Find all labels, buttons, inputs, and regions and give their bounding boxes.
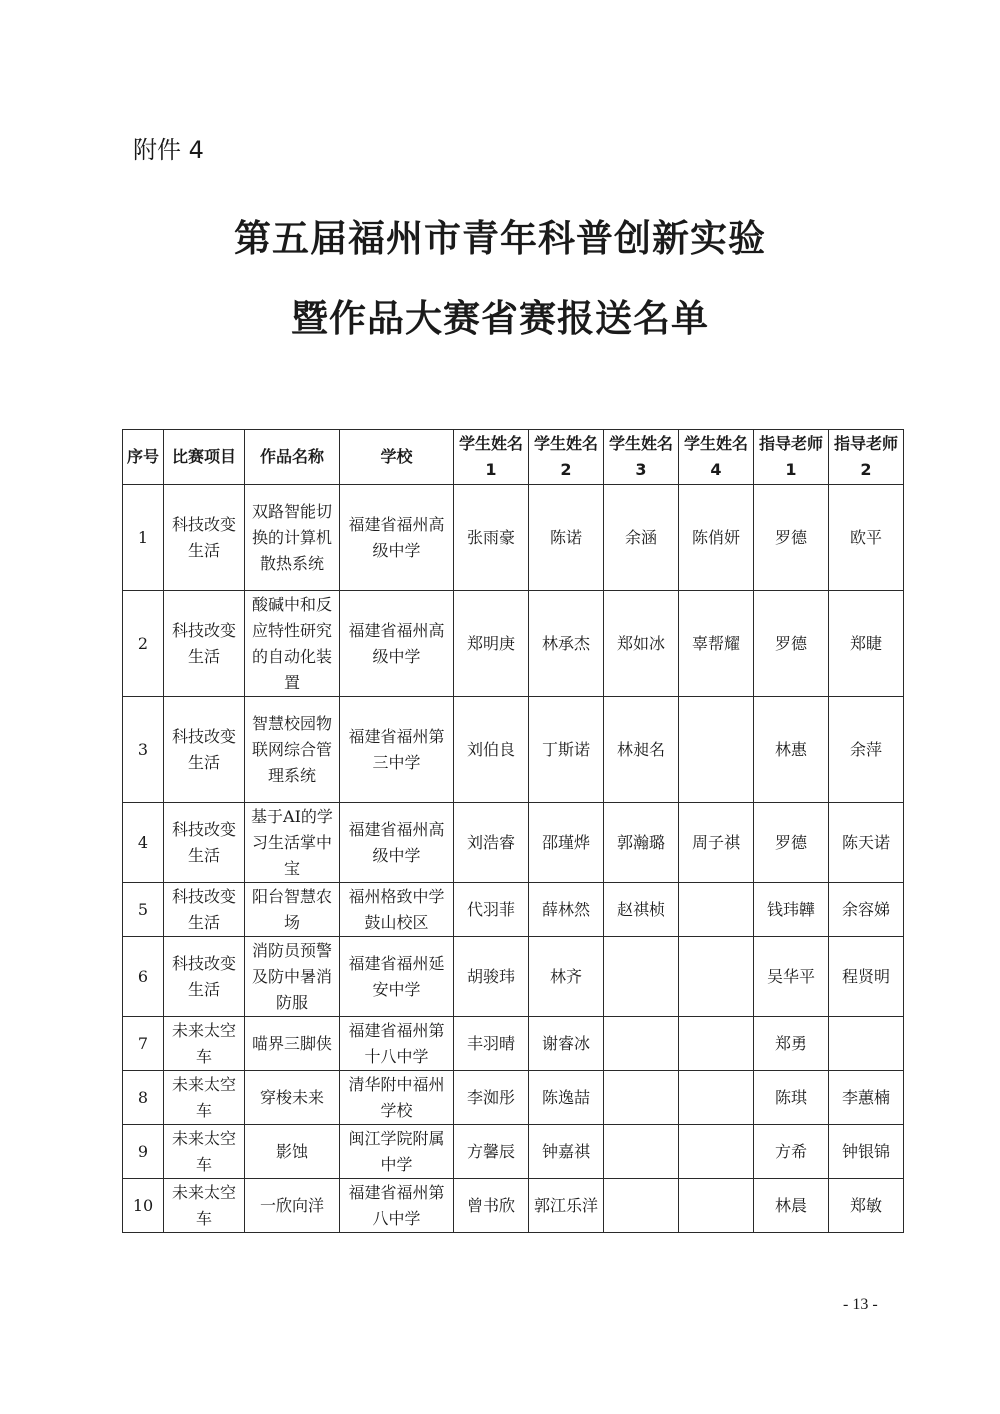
cell-category: 科技改变生活 (164, 485, 245, 591)
cell-work-name: 喵界三脚侠 (245, 1017, 340, 1071)
cell-student-3 (604, 937, 679, 1017)
cell-category: 科技改变生活 (164, 591, 245, 697)
table-row (123, 937, 904, 1017)
cell-work-name: 酸碱中和反应特性研究的自动化装置 (245, 591, 340, 697)
cell-work-name: 双路智能切换的计算机散热系统 (245, 485, 340, 591)
cell-student-1: 张雨豪 (454, 485, 529, 591)
cell-student-1: 方馨辰 (454, 1125, 529, 1179)
attachment-label: 附件 4 (133, 136, 204, 164)
cell-student-3 (604, 1017, 679, 1071)
document-title-line-2: 暨作品大赛省赛报送名单 (291, 297, 709, 340)
cell-category: 科技改变生活 (164, 697, 245, 803)
cell-student-4 (679, 883, 754, 937)
cell-student-3: 赵祺桢 (604, 883, 679, 937)
cell-school: 福建省福州第三中学 (340, 697, 454, 803)
cell-student-3: 郭瀚璐 (604, 803, 679, 883)
cell-student-2: 陈诺 (529, 485, 604, 591)
header-teacher-2: 指导老师2 (829, 430, 904, 485)
cell-student-4 (679, 1017, 754, 1071)
cell-student-2: 钟嘉祺 (529, 1125, 604, 1179)
cell-student-1: 丰羽晴 (454, 1017, 529, 1071)
submission-list-table (122, 429, 904, 1233)
cell-student-4 (679, 697, 754, 803)
cell-student-4: 周子祺 (679, 803, 754, 883)
cell-teacher-2: 陈天诺 (829, 803, 904, 883)
cell-work-name: 消防员预警及防中暑消防服 (245, 937, 340, 1017)
cell-school: 福建省福州延安中学 (340, 937, 454, 1017)
cell-teacher-1: 吴华平 (754, 937, 829, 1017)
cell-teacher-1: 陈琪 (754, 1071, 829, 1125)
cell-student-2: 陈逸喆 (529, 1071, 604, 1125)
cell-index: 9 (123, 1125, 164, 1179)
cell-index: 1 (123, 485, 164, 591)
table-row (123, 591, 904, 697)
cell-work-name: 一欣向洋 (245, 1179, 340, 1233)
cell-teacher-1: 罗德 (754, 591, 829, 697)
cell-student-1: 刘浩睿 (454, 803, 529, 883)
cell-school: 福州格致中学鼓山校区 (340, 883, 454, 937)
cell-work-name: 智慧校园物联网综合管理系统 (245, 697, 340, 803)
cell-student-2: 林齐 (529, 937, 604, 1017)
cell-teacher-1: 林晨 (754, 1179, 829, 1233)
cell-category: 未来太空车 (164, 1179, 245, 1233)
cell-teacher-2: 余容娣 (829, 883, 904, 937)
cell-student-2: 谢睿冰 (529, 1017, 604, 1071)
header-index: 序号 (123, 430, 164, 485)
cell-teacher-1: 罗德 (754, 803, 829, 883)
cell-student-3 (604, 1125, 679, 1179)
cell-student-1: 曾书欣 (454, 1179, 529, 1233)
cell-student-4: 辜帮耀 (679, 591, 754, 697)
page-number: - 13 - (843, 1296, 878, 1313)
cell-school: 福建省福州第八中学 (340, 1179, 454, 1233)
cell-school: 闽江学院附属中学 (340, 1125, 454, 1179)
cell-index: 8 (123, 1071, 164, 1125)
cell-category: 未来太空车 (164, 1017, 245, 1071)
cell-school: 福建省福州高级中学 (340, 591, 454, 697)
cell-index: 4 (123, 803, 164, 883)
header-category: 比赛项目 (164, 430, 245, 485)
cell-work-name: 基于AI的学习生活掌中宝 (245, 803, 340, 883)
cell-student-1: 郑明庚 (454, 591, 529, 697)
header-student-3: 学生姓名3 (604, 430, 679, 485)
header-work-name: 作品名称 (245, 430, 340, 485)
cell-student-3: 郑如冰 (604, 591, 679, 697)
cell-student-1: 刘伯良 (454, 697, 529, 803)
cell-teacher-1: 钱玮韡 (754, 883, 829, 937)
header-school: 学校 (340, 430, 454, 485)
cell-teacher-2: 余萍 (829, 697, 904, 803)
cell-teacher-2: 郑敏 (829, 1179, 904, 1233)
cell-teacher-2: 郑睫 (829, 591, 904, 697)
cell-student-3: 余涵 (604, 485, 679, 591)
cell-student-3 (604, 1071, 679, 1125)
cell-student-2: 丁斯诺 (529, 697, 604, 803)
table-row (123, 883, 904, 937)
table-header-row (123, 430, 904, 485)
cell-work-name: 穿梭未来 (245, 1071, 340, 1125)
cell-category: 科技改变生活 (164, 937, 245, 1017)
table-row (123, 1179, 904, 1233)
cell-teacher-1: 罗德 (754, 485, 829, 591)
cell-student-1: 胡骏玮 (454, 937, 529, 1017)
cell-teacher-2 (829, 1017, 904, 1071)
header-student-1: 学生姓名1 (454, 430, 529, 485)
cell-student-3 (604, 1179, 679, 1233)
cell-work-name: 阳台智慧农场 (245, 883, 340, 937)
table-row (123, 697, 904, 803)
cell-student-1: 李洳彤 (454, 1071, 529, 1125)
cell-category: 科技改变生活 (164, 883, 245, 937)
cell-index: 6 (123, 937, 164, 1017)
cell-work-name: 影蚀 (245, 1125, 340, 1179)
cell-teacher-1: 林惠 (754, 697, 829, 803)
table-row (123, 485, 904, 591)
cell-category: 未来太空车 (164, 1125, 245, 1179)
cell-index: 5 (123, 883, 164, 937)
cell-teacher-2: 李蕙楠 (829, 1071, 904, 1125)
cell-student-3: 林昶名 (604, 697, 679, 803)
cell-student-4 (679, 1179, 754, 1233)
cell-teacher-1: 郑勇 (754, 1017, 829, 1071)
cell-teacher-2: 欧平 (829, 485, 904, 591)
cell-teacher-2: 钟银锦 (829, 1125, 904, 1179)
cell-student-2: 薛林然 (529, 883, 604, 937)
cell-index: 10 (123, 1179, 164, 1233)
table-row (123, 1071, 904, 1125)
cell-student-4 (679, 1071, 754, 1125)
header-student-2: 学生姓名2 (529, 430, 604, 485)
cell-school: 福建省福州第十八中学 (340, 1017, 454, 1071)
cell-index: 3 (123, 697, 164, 803)
table-row (123, 1125, 904, 1179)
document-title-line-1: 第五届福州市青年科普创新实验 (234, 217, 766, 260)
cell-school: 福建省福州高级中学 (340, 485, 454, 591)
cell-student-4 (679, 937, 754, 1017)
table-row (123, 803, 904, 883)
header-teacher-1: 指导老师1 (754, 430, 829, 485)
cell-student-2: 林承杰 (529, 591, 604, 697)
cell-school: 清华附中福州学校 (340, 1071, 454, 1125)
cell-index: 7 (123, 1017, 164, 1071)
header-student-4: 学生姓名4 (679, 430, 754, 485)
cell-student-2: 邵瑾烨 (529, 803, 604, 883)
cell-index: 2 (123, 591, 164, 697)
cell-student-4 (679, 1125, 754, 1179)
cell-category: 科技改变生活 (164, 803, 245, 883)
cell-school: 福建省福州高级中学 (340, 803, 454, 883)
cell-student-2: 郭江乐洋 (529, 1179, 604, 1233)
cell-student-4: 陈俏妍 (679, 485, 754, 591)
cell-teacher-2: 程贤明 (829, 937, 904, 1017)
cell-category: 未来太空车 (164, 1071, 245, 1125)
table-row (123, 1017, 904, 1071)
cell-student-1: 代羽菲 (454, 883, 529, 937)
cell-teacher-1: 方希 (754, 1125, 829, 1179)
